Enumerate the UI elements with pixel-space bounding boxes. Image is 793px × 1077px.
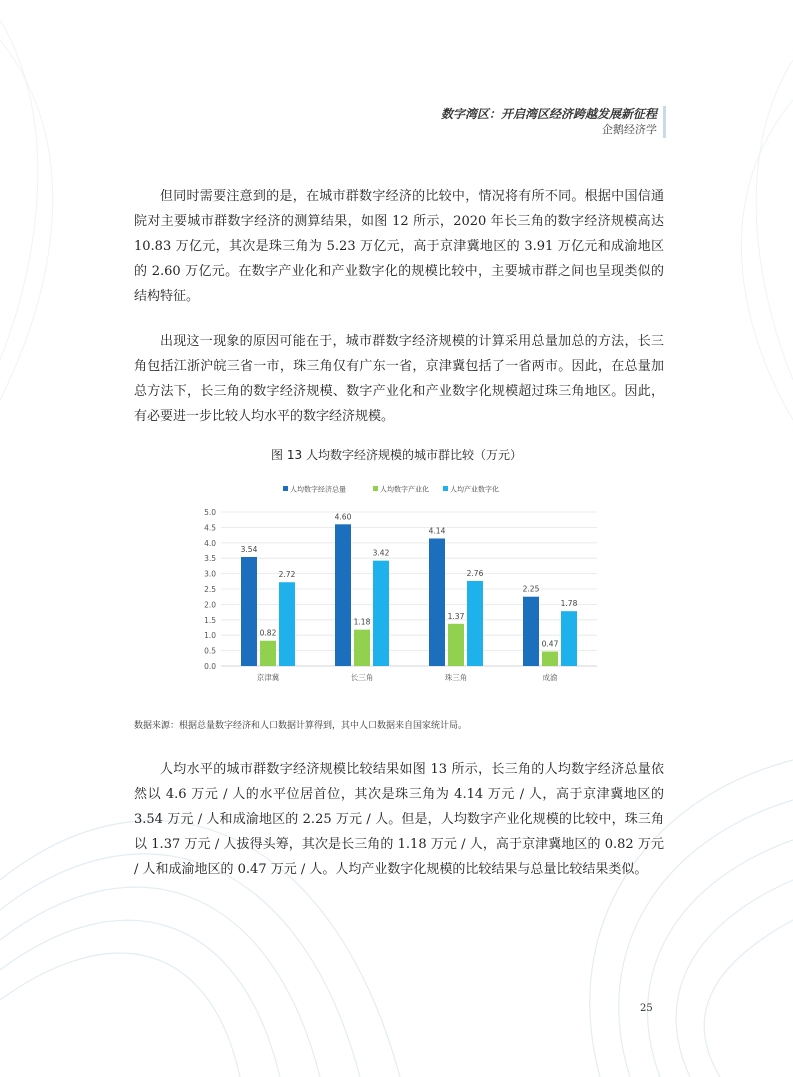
bar <box>542 652 558 666</box>
legend-swatch <box>443 486 448 491</box>
data-label: 3.42 <box>372 548 390 558</box>
legend-label: 人均数字产业化 <box>380 485 429 494</box>
y-tick-label: 5.0 <box>204 508 216 517</box>
data-label: 0.82 <box>259 628 277 638</box>
data-label: 3.54 <box>240 544 258 554</box>
running-header <box>441 106 657 138</box>
legend-label: 人均产业数字化 <box>450 485 499 494</box>
chart-legend <box>283 485 499 494</box>
bar <box>467 581 483 666</box>
x-axis-ticks <box>257 672 558 682</box>
paragraph-1: 但同时需要注意到的是，在城市群数字经济的比较中，情况将有所不同。根据中国信通院对主要城市群数字经济的测算结果，如图 12 所示，2020 年长三角的数字经济规模高达 10.83 万亿元，其次是珠三角为 5.23 万亿元，高于京津冀地区的 3.91 万亿元和成渝地区的 2.60 万亿元。在数字产业化和产业数字化的规模比较中，主要城市群之间也呈现类似的结构特征。 <box>134 189 664 304</box>
legend-swatch <box>373 486 378 491</box>
figure-title: 图 13 人均数字经济规模的城市群比较（万元） <box>271 448 522 462</box>
bar <box>354 630 370 666</box>
header-accent-bar <box>663 106 666 138</box>
data-label: 1.37 <box>447 611 465 621</box>
legend-swatch <box>283 486 288 491</box>
header-subtitle: 企鹅经济学 <box>602 123 657 136</box>
chart-gridlines <box>221 512 597 666</box>
y-tick-label: 1.0 <box>204 631 216 641</box>
data-label: 4.14 <box>428 526 446 536</box>
y-tick-label: 2.0 <box>204 600 216 610</box>
legend-label: 人均数字经济总量 <box>290 485 346 494</box>
data-source-note: 数据来源：根据总量数字经济和人口数据计算得到，其中人口数据来自国家统计局。 <box>134 721 468 731</box>
bar <box>561 611 577 666</box>
data-label: 1.18 <box>353 617 371 627</box>
header-title: 数字湾区：开启湾区经济跨越发展新征程 <box>440 107 657 121</box>
bar <box>260 641 276 666</box>
bar <box>373 561 389 666</box>
page-number: 25 <box>640 1003 653 1014</box>
y-tick-label: 3.5 <box>204 554 216 564</box>
y-tick-label: 3.0 <box>204 569 216 579</box>
data-label: 2.76 <box>466 568 484 578</box>
data-label: 0.47 <box>541 639 559 649</box>
y-tick-label: 1.5 <box>204 615 216 625</box>
data-label: 1.78 <box>560 599 578 609</box>
y-tick-label: 4.5 <box>204 523 216 533</box>
y-axis-ticks <box>204 508 216 671</box>
y-tick-label: 2.5 <box>204 585 216 594</box>
bar-chart <box>199 476 599 692</box>
y-tick-label: 4.0 <box>204 538 216 548</box>
data-label: 2.25 <box>522 584 540 594</box>
bar <box>523 597 539 666</box>
paragraph-2: 出现这一现象的原因可能在于，城市群数字经济规模的计算采用总量加总的方法，长三角包括江浙沪皖三省一市，珠三角仅有广东一省，京津冀包括了一省两市。因此，在总量加总方法下，长三角的数字经济规模、数字产业化和产业数字化规模超过珠三角地区。因此，有必要进一步比较人均水平的数字经济规模。 <box>134 334 664 424</box>
x-tick-label: 珠三角 <box>444 673 468 682</box>
x-tick-label: 长三角 <box>350 673 374 682</box>
data-label: 2.72 <box>278 570 296 580</box>
paragraph-3: 人均水平的城市群数字经济规模比较结果如图 13 所示，长三角的人均数字经济总量依然以 4.6 万元 / 人的水平位居首位，其次是珠三角为 4.14 万元 / 人，高于京津冀地区的 3.54 万元 / 人和成渝地区的 2.25 万元 / 人。但是，人均数字产业化规模的比较中，珠三角以 1.37 万元 / 人拔得头筹，其次是长三角的 1.18 万元 / 人，高于京津冀地区的 0.82 万元 / 人和成渝地区的 0.47 万元 / 人。人均产业数字化规模的比较结果与总量比较结果类似。 <box>134 762 664 877</box>
x-tick-label: 京津冀 <box>256 673 280 682</box>
bar <box>448 624 464 666</box>
y-tick-label: 0.0 <box>204 662 216 671</box>
bar <box>429 538 445 666</box>
data-label: 4.60 <box>334 512 352 522</box>
y-tick-label: 0.5 <box>204 646 216 656</box>
bar <box>241 557 257 666</box>
x-tick-label: 成渝 <box>542 673 558 682</box>
bar <box>335 524 351 666</box>
bar <box>279 582 295 666</box>
